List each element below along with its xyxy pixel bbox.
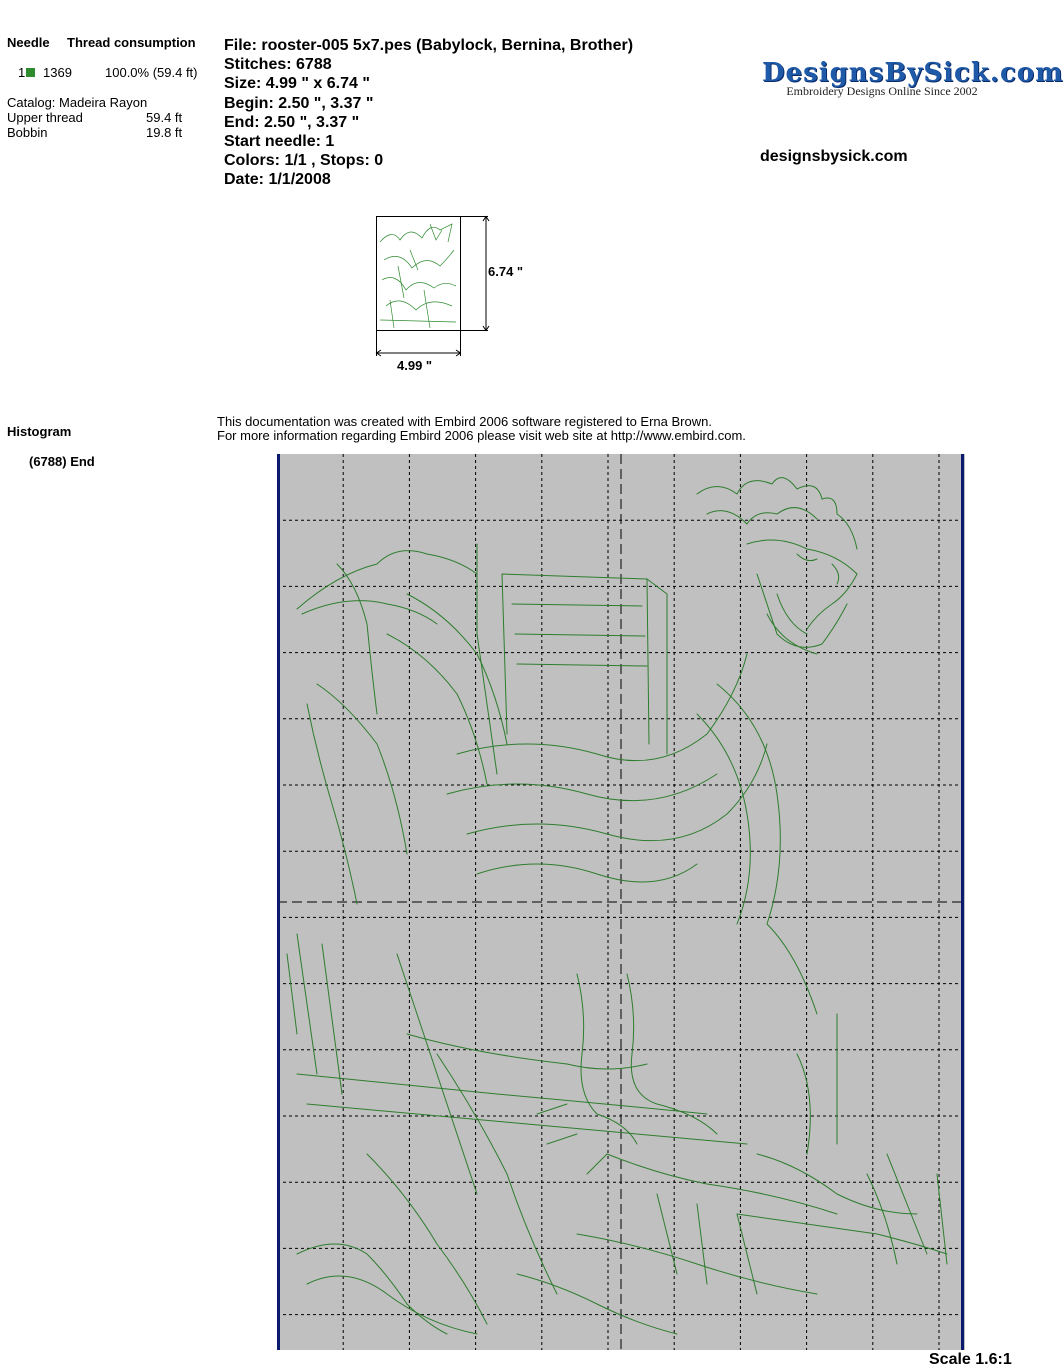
credit-line-2: For more information regarding Embird 2006 please visit web site at http://www.embird.com. xyxy=(217,428,746,443)
website-label: designsbysick.com xyxy=(760,148,908,165)
size-line: Size: 4.99 " x 6.74 " xyxy=(224,75,370,93)
stitches-line: Stitches: 6788 xyxy=(224,56,332,74)
stitch-canvas xyxy=(277,454,965,1350)
colors-line: Colors: 1/1 , Stops: 0 xyxy=(224,152,384,170)
width-dimension-label: 4.99 " xyxy=(397,358,433,373)
stitch-canvas-drawing xyxy=(277,454,965,1350)
histogram-title: Histogram xyxy=(7,424,72,439)
upper-thread-value: 59.4 ft xyxy=(146,110,183,125)
thread-consumption-header: Thread consumption xyxy=(67,35,196,50)
bobbin-label: Bobbin xyxy=(7,125,48,140)
credit-line-1: This documentation was created with Embird 2006 software registered to Erna Brown. xyxy=(217,414,712,429)
brand-logo xyxy=(762,58,1064,99)
logo-tagline: Embroidery Designs Online Since 2002 xyxy=(786,84,978,98)
needle-header: Needle xyxy=(7,35,50,50)
start-needle-line: Start needle: 1 xyxy=(224,133,335,151)
bobbin-value: 19.8 ft xyxy=(146,125,183,140)
catalog-label: Catalog: Madeira Rayon xyxy=(7,95,148,110)
histogram-entry: (6788) End xyxy=(29,454,95,469)
file-info xyxy=(224,36,633,190)
thread-row xyxy=(18,65,37,80)
design-thumbnail xyxy=(370,210,540,380)
thread-code: 1369 xyxy=(43,65,72,80)
begin-line: Begin: 2.50 ", 3.37 " xyxy=(224,94,374,112)
scale-label: Scale 1.6:1 xyxy=(929,1351,1012,1368)
needle-number: 1 xyxy=(18,65,26,80)
date-line: Date: 1/1/2008 xyxy=(224,171,331,189)
logo-wordmark: DesignsBySick.com xyxy=(762,58,1064,88)
thread-consumption-value: 100.0% (59.4 ft) xyxy=(105,65,198,80)
credit-text xyxy=(217,415,746,443)
thread-color-swatch xyxy=(26,68,35,77)
height-dimension-label: 6.74 " xyxy=(488,264,524,279)
upper-thread-label: Upper thread xyxy=(7,110,83,125)
file-name-line: File: rooster-005 5x7.pes (Babylock, Bernina, Brother) xyxy=(224,37,634,54)
end-line: End: 2.50 ", 3.37 " xyxy=(224,113,360,131)
